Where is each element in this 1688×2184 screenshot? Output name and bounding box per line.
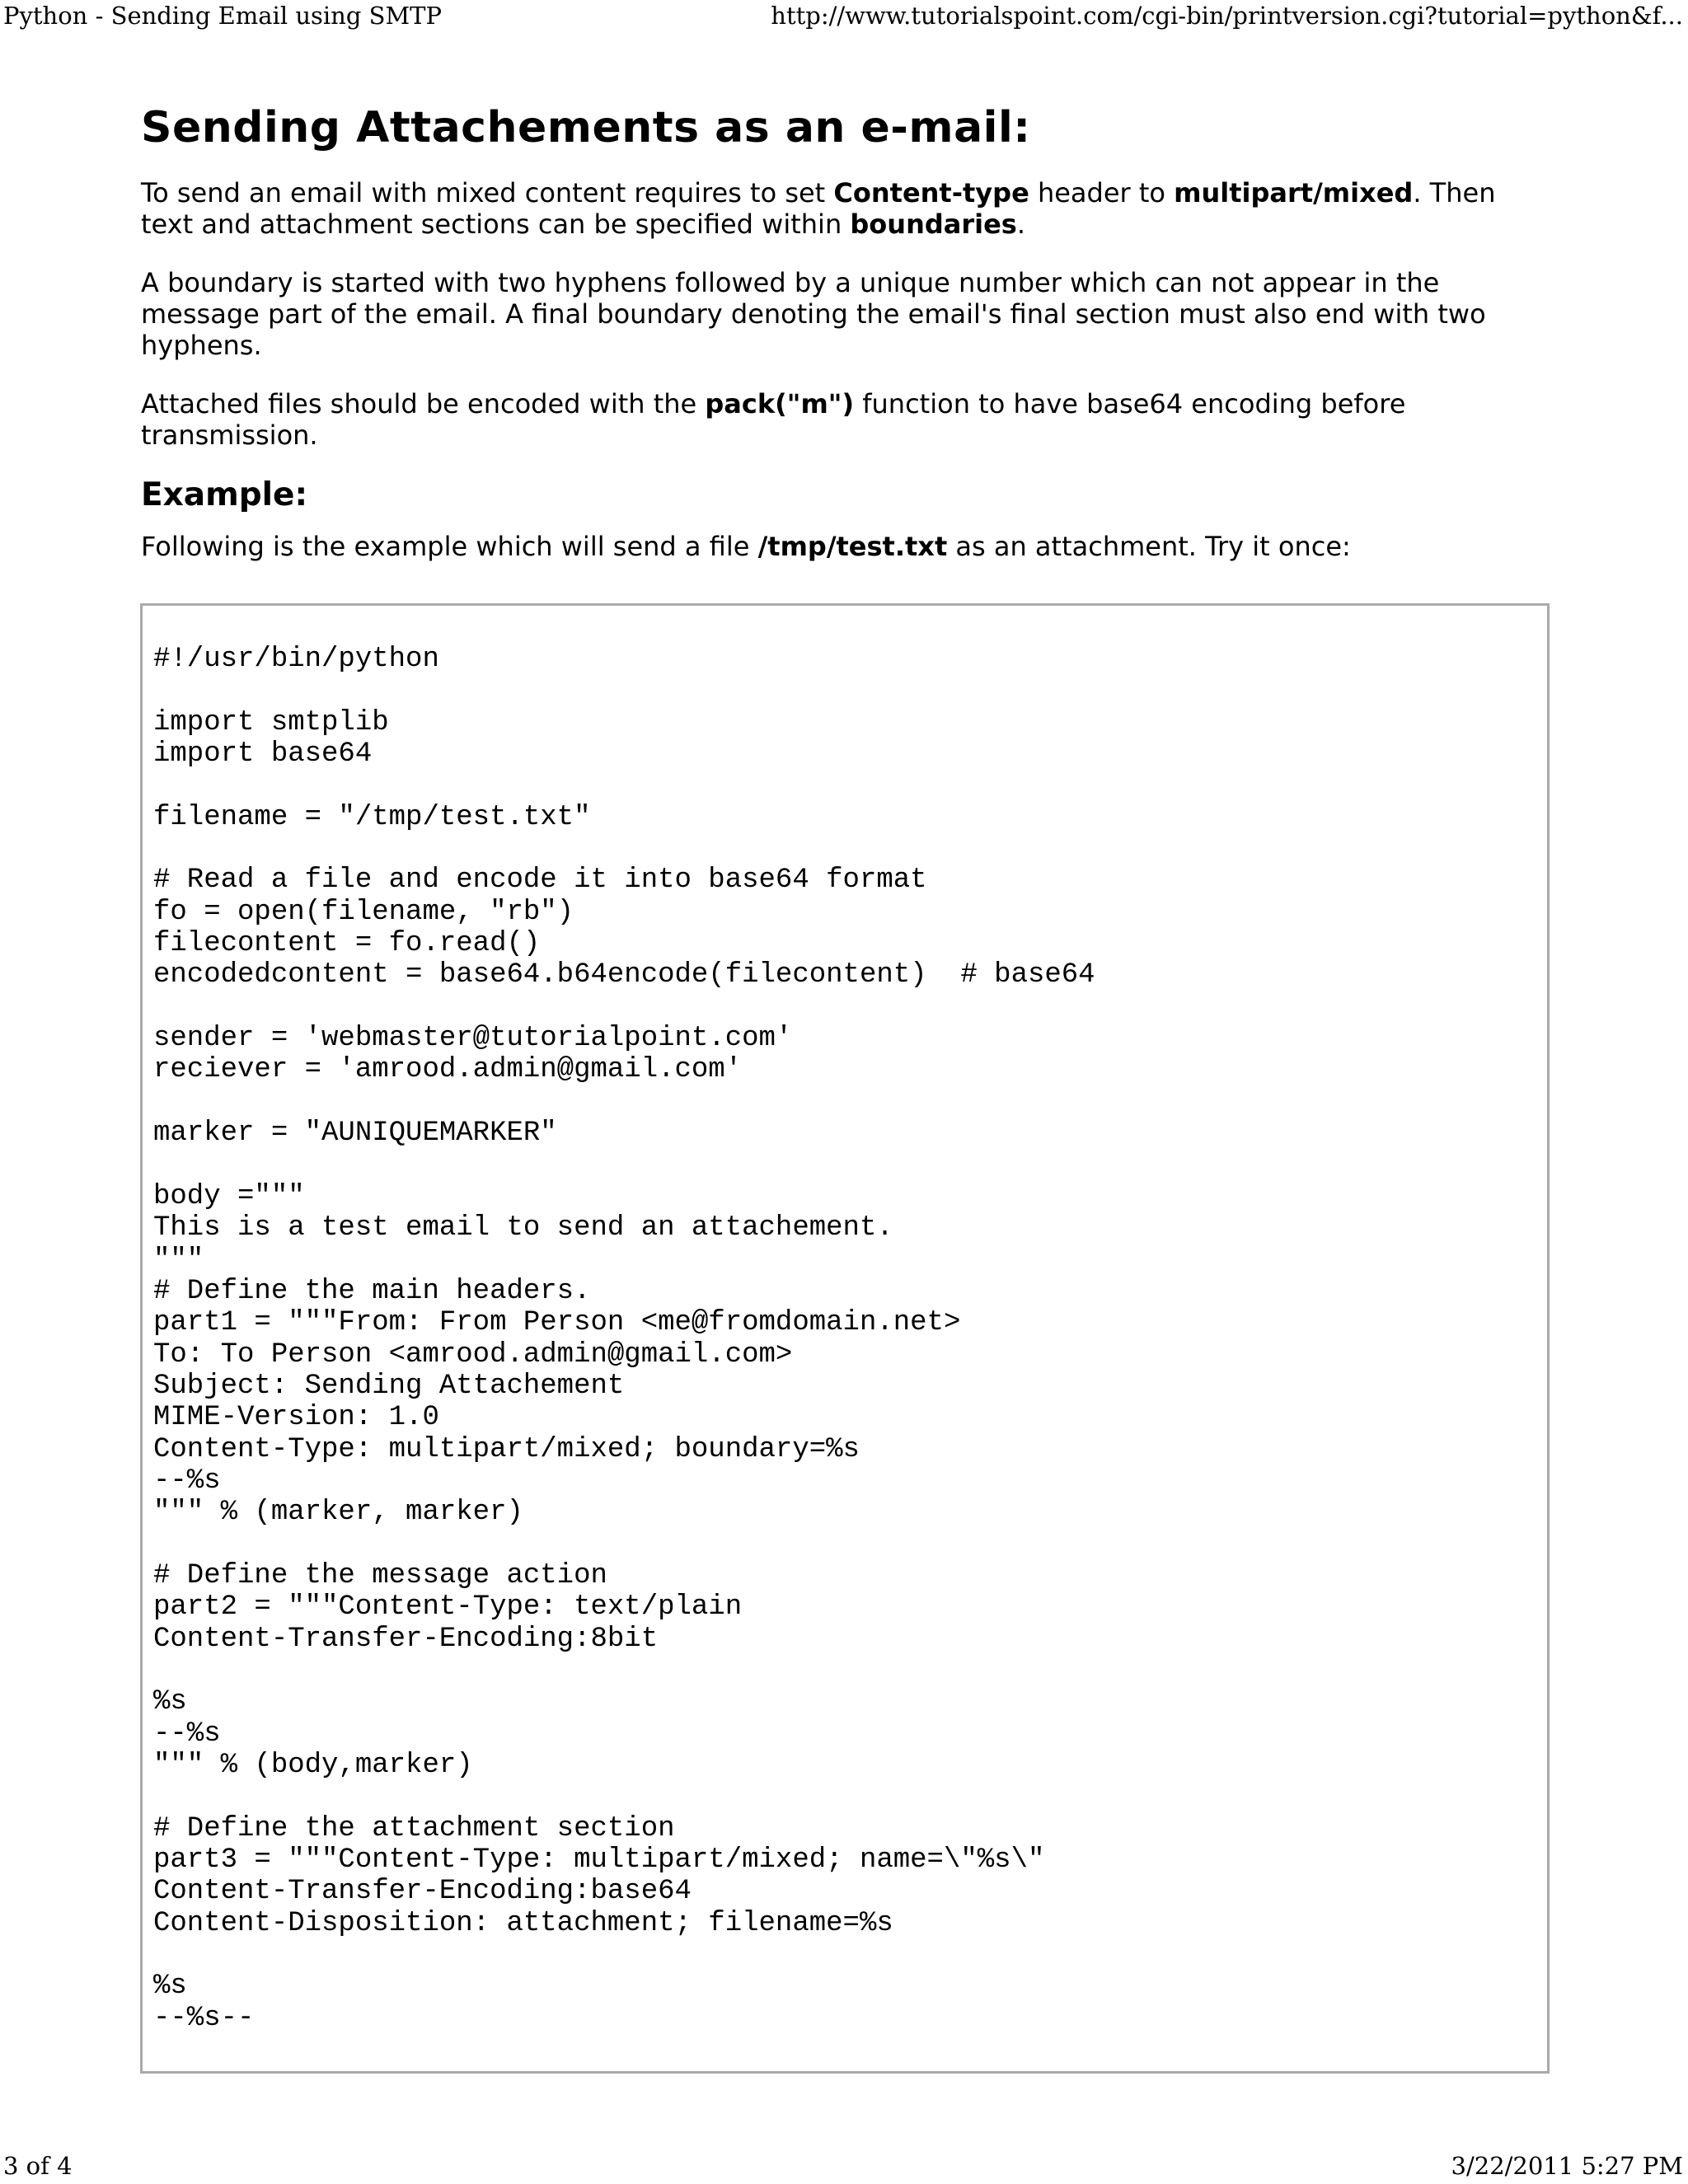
- code-line: --%s: [153, 1465, 221, 1497]
- code-line: """ % (body,marker): [153, 1750, 473, 1782]
- code-line: part3 = """Content-Type: multipart/mixed; name=\"%s\": [153, 1844, 1045, 1877]
- example-intro-paragraph: [141, 531, 1550, 562]
- code-line: This is a test email to send an attachement.: [153, 1212, 893, 1244]
- code-line: filename = "/tmp/test.txt": [153, 801, 591, 833]
- code-line: import base64: [153, 738, 373, 771]
- intro-text-5: .: [1016, 209, 1026, 240]
- code-line: [153, 1939, 1095, 1971]
- intro-bold-boundaries: boundaries: [850, 209, 1017, 240]
- code-line: # Define the message action: [153, 1559, 607, 1591]
- article-content: [141, 95, 1550, 562]
- code-line: --%s: [153, 1718, 221, 1750]
- example-bold-filename: /tmp/test.txt: [757, 531, 948, 562]
- code-line: Content-Type: multipart/mixed; boundary=%s: [153, 1433, 860, 1465]
- intro-line-2: [141, 209, 1550, 240]
- code-line: [153, 1086, 1095, 1118]
- example-text-1: Following is the example which will send a file: [141, 531, 758, 562]
- intro-text-3: . Then: [1413, 177, 1496, 209]
- code-line: [153, 991, 1095, 1023]
- intro-text-1: To send an email with mixed content requires to set: [141, 177, 834, 209]
- code-line: filecontent = fo.read(): [153, 928, 541, 960]
- boundary-paragraph: [141, 267, 1550, 361]
- code-line: [153, 770, 1095, 801]
- code-line: [153, 1529, 1095, 1560]
- code-line: part2 = """Content-Type: text/plain: [153, 1591, 743, 1624]
- code-line: [153, 1655, 1095, 1686]
- boundary-line-3: hyphens.: [141, 330, 262, 361]
- code-line: """: [153, 1244, 204, 1276]
- intro-line-1: [141, 177, 1550, 209]
- code-line: Content-Transfer-Encoding:base64: [153, 1876, 692, 1908]
- code-line: body =""": [153, 1180, 305, 1212]
- intro-paragraph: [141, 177, 1550, 240]
- code-line: # Define the attachment section: [153, 1812, 675, 1844]
- print-header-title: Python - Sending Email using SMTP: [3, 2, 443, 30]
- print-header-url: http://www.tutorialspoint.com/cgi-bin/printversion.cgi?tutorial=python&f...: [771, 2, 1683, 30]
- code-line: [153, 1781, 1095, 1812]
- code-line: marker = "AUNIQUEMARKER": [153, 1118, 557, 1150]
- intro-bold-content-type: Content-type: [833, 177, 1029, 209]
- code-line: import smtplib: [153, 706, 389, 738]
- encoding-line-1: [141, 388, 1550, 419]
- code-line: %s: [153, 1686, 187, 1718]
- code-line: To: To Person <amrood.admin@gmail.com>: [153, 1338, 793, 1371]
- code-line: reciever = 'amrood.admin@gmail.com': [153, 1054, 743, 1086]
- encoding-text-1: Attached files should be encoded with the: [141, 388, 706, 419]
- code-line: encodedcontent = base64.b64encode(filecontent) # base64: [153, 959, 1095, 991]
- page-number: 3 of 4: [3, 2152, 73, 2180]
- encoding-paragraph: [141, 388, 1550, 451]
- encoding-text-2: function to have base64 encoding before: [854, 388, 1406, 419]
- code-line: Content-Disposition: attachment; filename=%s: [153, 1907, 893, 1939]
- example-intro-line: [141, 531, 1550, 562]
- example-text-2: as an attachment. Try it once:: [947, 531, 1351, 562]
- code-line: [153, 675, 1095, 706]
- code-line: # Read a file and encode it into base64 format: [153, 865, 927, 897]
- code-line: #!/usr/bin/python: [153, 644, 439, 675]
- code-line: [153, 833, 1095, 865]
- page-title: Sending Attachements as an e-mail:: [141, 103, 1031, 152]
- code-line: sender = 'webmaster@tutorialpoint.com': [153, 1023, 793, 1055]
- code-line: """ % (marker, marker): [153, 1497, 523, 1529]
- code-line: part1 = """From: From Person <me@fromdomain.net>: [153, 1307, 961, 1339]
- code-line: Subject: Sending Attachement: [153, 1370, 625, 1402]
- code-line: --%s--: [153, 2002, 255, 2034]
- example-heading: Example:: [141, 476, 308, 513]
- boundary-line-2: message part of the email. A final boundary denoting the email's final section must also end with two: [141, 298, 1486, 330]
- code-line: MIME-Version: 1.0: [153, 1402, 439, 1434]
- encoding-line-2: transmission.: [141, 419, 318, 451]
- code-line: [153, 1150, 1095, 1181]
- code-listing: [153, 644, 1095, 2034]
- code-line: # Define the main headers.: [153, 1275, 591, 1307]
- code-block: [140, 603, 1550, 2074]
- encoding-bold-pack: pack("m"): [705, 388, 855, 419]
- code-line: %s: [153, 1971, 187, 2003]
- print-timestamp: 3/22/2011 5:27 PM: [1451, 2152, 1683, 2180]
- boundary-line-1: A boundary is started with two hyphens followed by a unique number which can not appear in the: [141, 267, 1440, 298]
- intro-bold-multipart: multipart/mixed: [1174, 177, 1414, 209]
- code-line: Content-Transfer-Encoding:8bit: [153, 1623, 659, 1655]
- intro-text-2: header to: [1029, 177, 1175, 209]
- code-line: fo = open(filename, "rb"): [153, 896, 574, 928]
- intro-text-4: text and attachment sections can be specified within: [141, 209, 851, 240]
